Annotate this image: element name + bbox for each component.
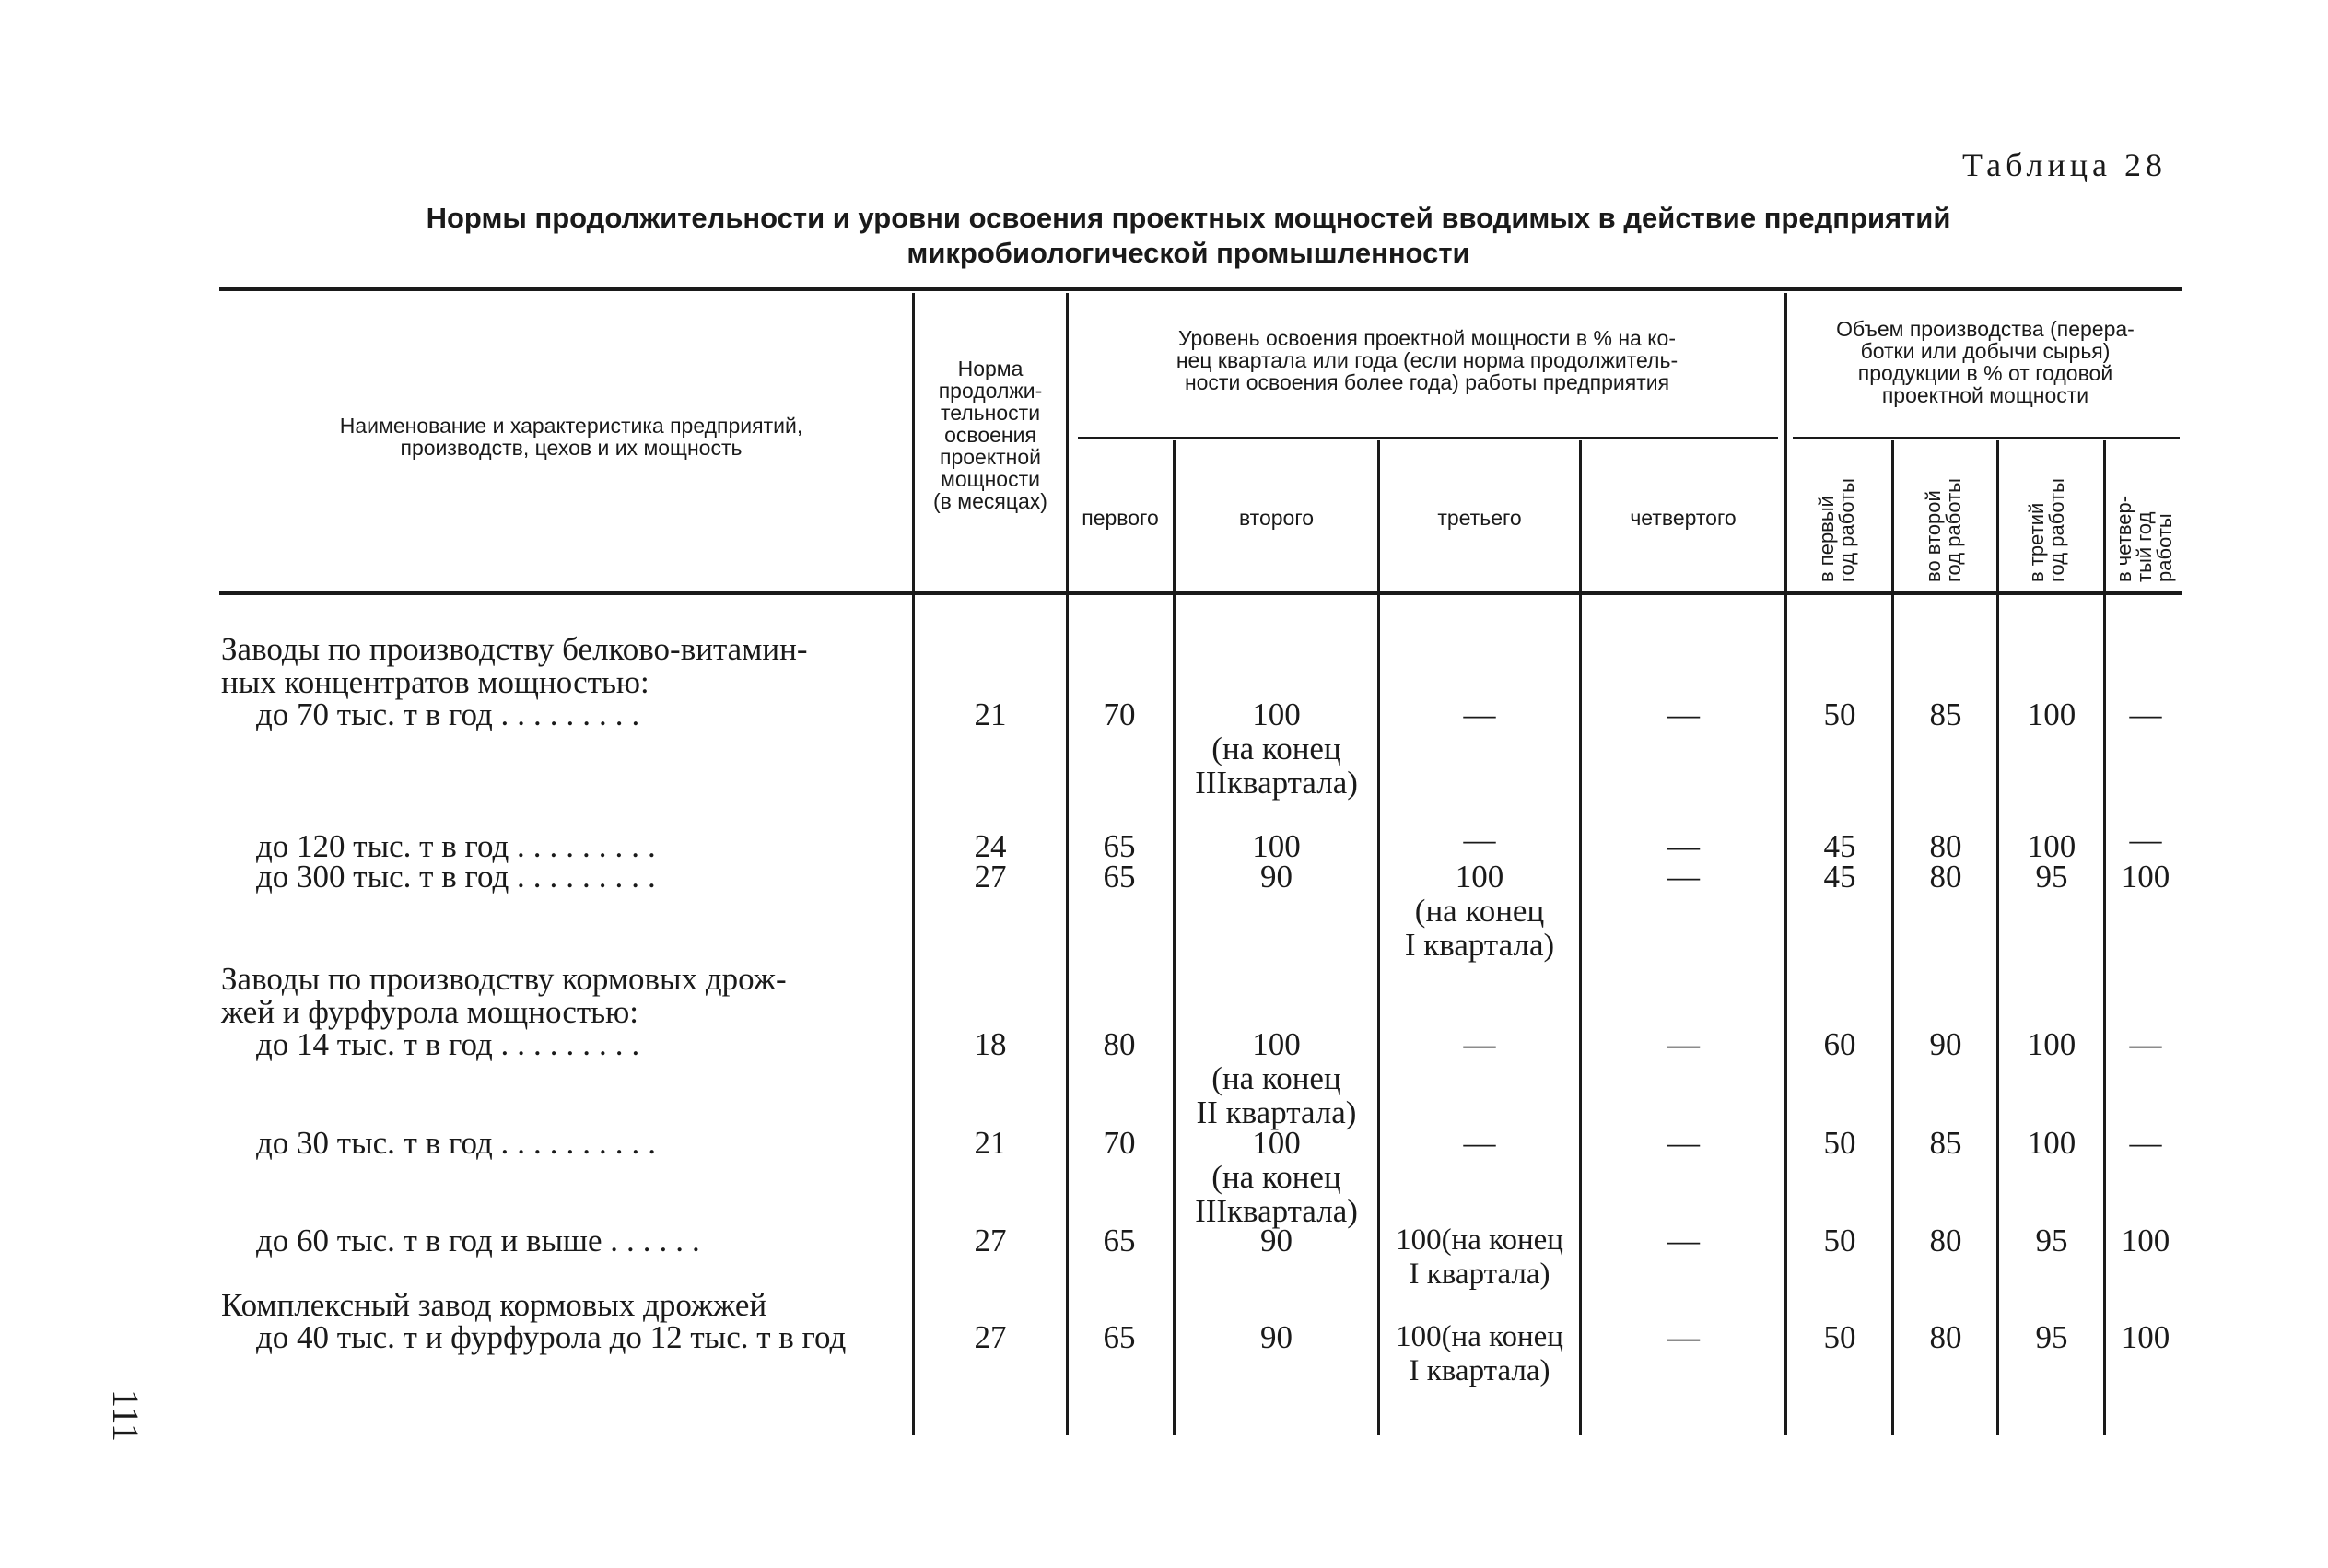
cell-v2: 90: [1929, 1026, 1962, 1062]
header-norm: Норма продолжи- тельности освоения проектной мощности (в месяцах): [933, 357, 1047, 513]
cell-y3: —: [1463, 1026, 1496, 1062]
table-heading-line2: микробиологической промышленности: [907, 237, 1470, 269]
table-row: до 70 тыс. т в год .........: [256, 696, 649, 732]
header-level-fourth: четвертого: [1630, 506, 1737, 530]
cell-v4: —: [2129, 822, 2162, 858]
cell-v2: 80: [1929, 828, 1962, 864]
cell-y3: —: [1463, 1125, 1496, 1161]
cell-y4: —: [1667, 828, 1700, 864]
cell-v3: 100: [2027, 828, 2076, 864]
cell-v2: 85: [1929, 1125, 1962, 1161]
cell-v3: 95: [2035, 859, 2068, 895]
cell-y4: —: [1667, 696, 1700, 732]
header-level-first: первого: [1082, 506, 1159, 530]
cell-y2: 100 (на конец IIIквартала): [1195, 696, 1358, 801]
cell-v4: —: [2129, 1026, 2162, 1062]
cell-v2: 80: [1929, 859, 1962, 895]
header-volume-group: Объем производства (перера- ботки или добычи сырья) продукции в % от годовой проектной мощности: [1836, 317, 2135, 407]
cell-v1: 50: [1823, 696, 1856, 732]
group-title: ных концентратов мощностью:: [221, 664, 649, 700]
cell-y3: 100 (на конец I квартала): [1404, 859, 1555, 963]
header-volume-y2: во второй год работы: [1922, 478, 1965, 582]
page-number: 111: [105, 1389, 146, 1443]
cell-y3: —: [1463, 696, 1496, 732]
cell-norm: 27: [974, 859, 1007, 895]
header-level-third: третьего: [1437, 506, 1522, 530]
group-title: Заводы по производству кормовых дрож-: [221, 961, 787, 997]
cell-v4: —: [2129, 1125, 2162, 1161]
table-row: до 300 тыс. т в год .........: [256, 859, 664, 895]
cell-y2: 100 (на конец IIIквартала): [1195, 1125, 1358, 1229]
cell-y4: —: [1667, 859, 1700, 895]
col-divider-v3: [2103, 440, 2106, 1435]
group-title: Заводы по производству белково-витамин-: [221, 631, 808, 667]
cell-norm: 27: [974, 1223, 1007, 1258]
cell-y2: 90: [1260, 859, 1293, 895]
group-title: жей и фурфурола мощностью:: [221, 994, 638, 1030]
cell-y1: 65: [1103, 828, 1136, 864]
cell-v2: 85: [1929, 696, 1962, 732]
cell-y1: 80: [1103, 1026, 1136, 1062]
cell-y4: —: [1667, 1125, 1700, 1161]
header-volume-y3: в третий год работы: [2025, 478, 2068, 582]
cell-y4: —: [1667, 1319, 1700, 1355]
cell-norm: 21: [974, 696, 1007, 732]
col-divider-y3: [1579, 440, 1582, 1435]
cell-y4: —: [1667, 1223, 1700, 1258]
header-level-group: Уровень освоения проектной мощности в % на ко- нец квартала или года (если норма продолжитель- ности освоения более года) работы предприятия: [1176, 326, 1679, 394]
header-volume-y4: в четвер- тый год работы: [2112, 495, 2176, 582]
cell-v1: 50: [1823, 1319, 1856, 1355]
cell-y2: 90: [1260, 1319, 1293, 1355]
table-row: до 30 тыс. т в год ..........: [256, 1125, 665, 1161]
cell-norm: 27: [974, 1319, 1007, 1355]
cell-y1: 70: [1103, 696, 1136, 732]
col-divider-v2: [1996, 440, 1999, 1435]
cell-v1: 45: [1823, 859, 1856, 895]
cell-y3: 100(на конец I квартала): [1396, 1320, 1563, 1387]
table-row: до 40 тыс. т и фурфурола до 12 тыс. т в год: [256, 1319, 847, 1355]
cell-v3: 100: [2027, 1026, 2076, 1062]
col-divider-level-group: [1784, 293, 1787, 1435]
table-number: Таблица 28: [1962, 146, 2167, 183]
table-row: до 60 тыс. т в год и выше ......: [256, 1223, 708, 1258]
table-heading-line1: Нормы продолжительности и уровни освоения проектных мощностей вводимых в действие предприятий: [426, 202, 1951, 234]
cell-v4: 100: [2121, 1319, 2170, 1355]
cell-v1: 50: [1823, 1125, 1856, 1161]
cell-y2: 100: [1252, 828, 1301, 864]
header-bottom-rule: [219, 591, 2182, 595]
cell-y4: —: [1667, 1026, 1700, 1062]
cell-norm: 21: [974, 1125, 1007, 1161]
cell-v4: 100: [2121, 859, 2170, 895]
cell-y3: 100(на конец I квартала): [1396, 1223, 1563, 1291]
volume-group-rule: [1793, 437, 2180, 439]
cell-v4: —: [2129, 696, 2162, 732]
cell-v1: 60: [1823, 1026, 1856, 1062]
cell-v3: 100: [2027, 1125, 2076, 1161]
level-group-rule: [1078, 437, 1778, 439]
cell-y2: 90: [1260, 1223, 1293, 1258]
cell-v3: 95: [2035, 1319, 2068, 1355]
cell-v1: 50: [1823, 1223, 1856, 1258]
header-level-second: второго: [1238, 506, 1315, 530]
col-divider-name: [912, 293, 915, 1435]
cell-v3: 95: [2035, 1223, 2068, 1258]
cell-y1: 65: [1103, 1223, 1136, 1258]
table-row: до 120 тыс. т в год .........: [256, 828, 664, 864]
table-top-rule: [219, 287, 2182, 291]
cell-y2: 100 (на конец II квартала): [1196, 1026, 1357, 1130]
cell-v3: 100: [2027, 696, 2076, 732]
cell-v1: 45: [1823, 828, 1856, 864]
cell-norm: 18: [974, 1026, 1007, 1062]
header-volume-y1: в первый год работы: [1815, 478, 1858, 582]
cell-y1: 70: [1103, 1125, 1136, 1161]
col-divider-y1: [1173, 440, 1176, 1435]
col-divider-v1: [1891, 440, 1894, 1435]
table-row: Комплексный завод кормовых дрожжей: [221, 1287, 767, 1323]
header-name: Наименование и характеристика предприятий, производств, цехов и их мощность: [339, 414, 803, 460]
cell-v4: 100: [2121, 1223, 2170, 1258]
table-row: до 14 тыс. т в год .........: [256, 1026, 649, 1062]
cell-y1: 65: [1103, 1319, 1136, 1355]
cell-y1: 65: [1103, 859, 1136, 895]
cell-y3: —: [1463, 822, 1496, 858]
cell-v2: 80: [1929, 1319, 1962, 1355]
cell-norm: 24: [974, 828, 1007, 864]
cell-v2: 80: [1929, 1223, 1962, 1258]
col-divider-y2: [1377, 440, 1380, 1435]
